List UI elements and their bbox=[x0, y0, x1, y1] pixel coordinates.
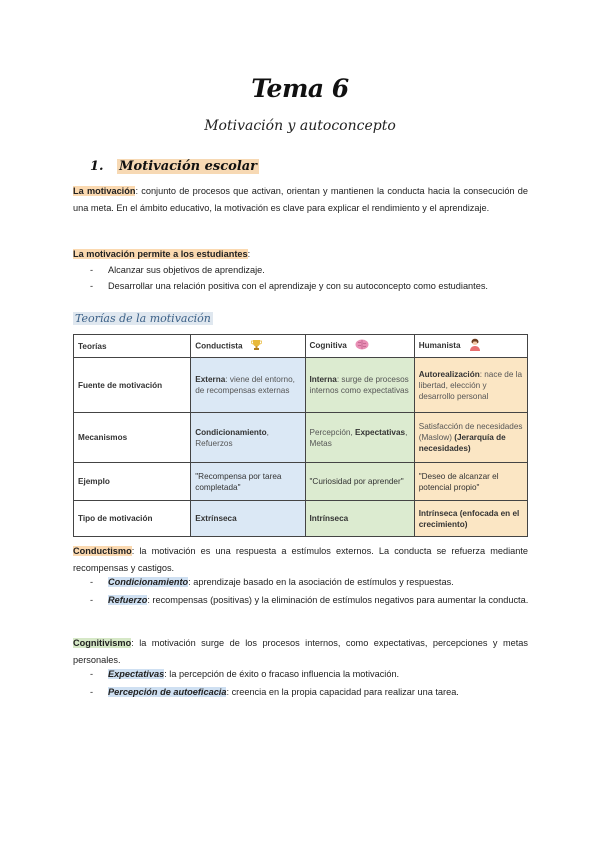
cell-term: Interna bbox=[309, 375, 337, 384]
cell-text: , Metas bbox=[309, 427, 408, 448]
list-item-text: : recompensas (positivas) y la eliminación de estímulos negativos para aumentar la conducta. bbox=[147, 594, 529, 605]
intro-paragraph bbox=[73, 183, 528, 217]
cognitivismo-text: : la motivación surge de los procesos internos, como expectativas, percepciones y metas personales. bbox=[73, 638, 528, 665]
list-item: - Alcanzar sus objetivos de aprendizaje. bbox=[90, 265, 265, 275]
table-header-row bbox=[74, 335, 528, 358]
cell-tipo-cognitiva: Intrínseca bbox=[305, 501, 414, 537]
section-number: 1. bbox=[90, 159, 104, 174]
table-row bbox=[74, 501, 528, 537]
allows-list bbox=[90, 263, 530, 294]
cell-term: Externa bbox=[195, 375, 226, 384]
table-row bbox=[74, 413, 528, 463]
cell-text: , Refuerzos bbox=[195, 427, 269, 448]
list-item-term: Refuerzo bbox=[108, 594, 148, 605]
cell-tipo-humanista: Intrínseca (enfocada en el crecimiento) bbox=[414, 501, 527, 537]
list-item-term: Expectativas bbox=[108, 669, 165, 679]
cell-fuente-conductista bbox=[191, 358, 305, 413]
list-item-term: Percepción de autoeficacia bbox=[108, 686, 227, 697]
cell-fuente-cognitiva bbox=[305, 358, 414, 413]
intro-term: La motivación bbox=[73, 186, 136, 196]
intro-text: : conjunto de procesos que activan, orientan y mantienen la conducta hacia la consecución de una meta. En el ámbito educativo, la motivación es clave para explicar el rendimiento y el aprendizaje. bbox=[73, 186, 528, 213]
cognitivismo-list bbox=[90, 667, 530, 700]
conductismo-list bbox=[90, 575, 530, 608]
list-item: - Desarrollar una relación positiva con el aprendizaje y con su autoconcepto como estudiantes. bbox=[90, 280, 488, 291]
cell-text: Percepción, bbox=[309, 427, 356, 437]
list-item: - Refuerzo: recompensas (positivas) y la eliminación de estímulos negativos para aumentar la conducta. bbox=[90, 594, 529, 605]
header-theories: Teorías bbox=[74, 335, 191, 358]
brain-icon bbox=[355, 339, 369, 353]
header-humanista bbox=[414, 335, 527, 358]
conductismo-text: : la motivación es una respuesta a estímulos externos. La conducta se refuerza mediante recompensas y castigos. bbox=[73, 546, 528, 573]
page-subtitle: Motivación y autoconcepto bbox=[204, 118, 396, 134]
cell-term: (Jerarquía de necesidades) bbox=[418, 433, 506, 453]
header-humanista-text: Humanista bbox=[418, 341, 461, 351]
header-cognitiva-text: Cognitiva bbox=[309, 341, 347, 351]
cell-ejemplo-humanista: "Deseo de alcanzar el potencial propio" bbox=[414, 463, 527, 501]
theories-table bbox=[73, 334, 528, 537]
cell-mecanismos-conductista bbox=[191, 413, 305, 463]
cell-text: : viene del entorno, de recompensas externas bbox=[195, 375, 295, 395]
cell-term: Autorealización bbox=[418, 369, 480, 379]
row-label-ejemplo: Ejemplo bbox=[74, 463, 191, 501]
conductismo-term: Conductismo bbox=[73, 546, 132, 556]
cell-ejemplo-cognitiva: "Curiosidad por aprender" bbox=[305, 463, 414, 501]
allows-colon: : bbox=[247, 249, 251, 259]
trophy-icon bbox=[251, 339, 262, 354]
cell-tipo-conductista: Extrínseca bbox=[191, 501, 305, 537]
section-heading-text: Motivación escolar bbox=[119, 159, 258, 174]
page-title: Tema 6 bbox=[251, 74, 349, 103]
cell-mecanismos-humanista bbox=[414, 413, 527, 463]
table-row bbox=[74, 358, 528, 413]
list-item-text: : aprendizaje basado en la asociación de estímulos y respuestas. bbox=[188, 577, 454, 587]
list-item-text: Desarrollar una relación positiva con el aprendizaje y con su autoconcepto como estudiantes. bbox=[108, 280, 488, 291]
row-label-tipo: Tipo de motivación bbox=[74, 501, 191, 537]
person-icon bbox=[469, 338, 481, 354]
header-conductista-text: Conductista bbox=[195, 341, 243, 351]
list-item: - Condicionamiento: aprendizaje basado en la asociación de estímulos y respuestas. bbox=[90, 577, 454, 587]
list-item: - Percepción de autoeficacia: creencia en la propia capacidad para realizar una tarea. bbox=[90, 686, 459, 697]
header-cognitiva bbox=[305, 335, 414, 358]
table-title: Teorías de la motivación bbox=[75, 312, 211, 325]
list-item: - Expectativas: la percepción de éxito o fracaso influencia la motivación. bbox=[90, 669, 400, 679]
cell-text: Satisfacción de necesidades (Maslow) bbox=[418, 422, 523, 442]
cognitivismo-term: Cognitivismo bbox=[73, 638, 132, 648]
cell-text: : nace de la libertad, elección y desarrollo personal bbox=[418, 369, 523, 401]
row-label-mecanismos: Mecanismos bbox=[74, 413, 191, 463]
cell-text: : surge de procesos internos como expectativas bbox=[309, 375, 409, 395]
list-item-text: : creencia en la propia capacidad para realizar una tarea. bbox=[226, 686, 459, 697]
cell-term: Condicionamiento bbox=[195, 427, 267, 437]
list-item-text: Alcanzar sus objetivos de aprendizaje. bbox=[108, 265, 265, 275]
list-item-term: Condicionamiento bbox=[108, 577, 189, 587]
cognitivismo-paragraph bbox=[73, 635, 528, 669]
cell-mecanismos-cognitiva bbox=[305, 413, 414, 463]
cell-fuente-humanista bbox=[414, 358, 527, 413]
allows-heading bbox=[73, 246, 528, 263]
table-row bbox=[74, 463, 528, 501]
cell-ejemplo-conductista: "Recompensa por tarea completada" bbox=[191, 463, 305, 501]
row-label-fuente: Fuente de motivación bbox=[74, 358, 191, 413]
cell-term: Expectativas bbox=[355, 427, 406, 437]
list-item-text: : la percepción de éxito o fracaso influencia la motivación. bbox=[164, 669, 400, 679]
header-conductista bbox=[191, 335, 305, 358]
allows-heading-text: La motivación permite a los estudiantes bbox=[73, 249, 248, 259]
conductismo-paragraph bbox=[73, 543, 528, 577]
section-heading bbox=[90, 159, 259, 174]
